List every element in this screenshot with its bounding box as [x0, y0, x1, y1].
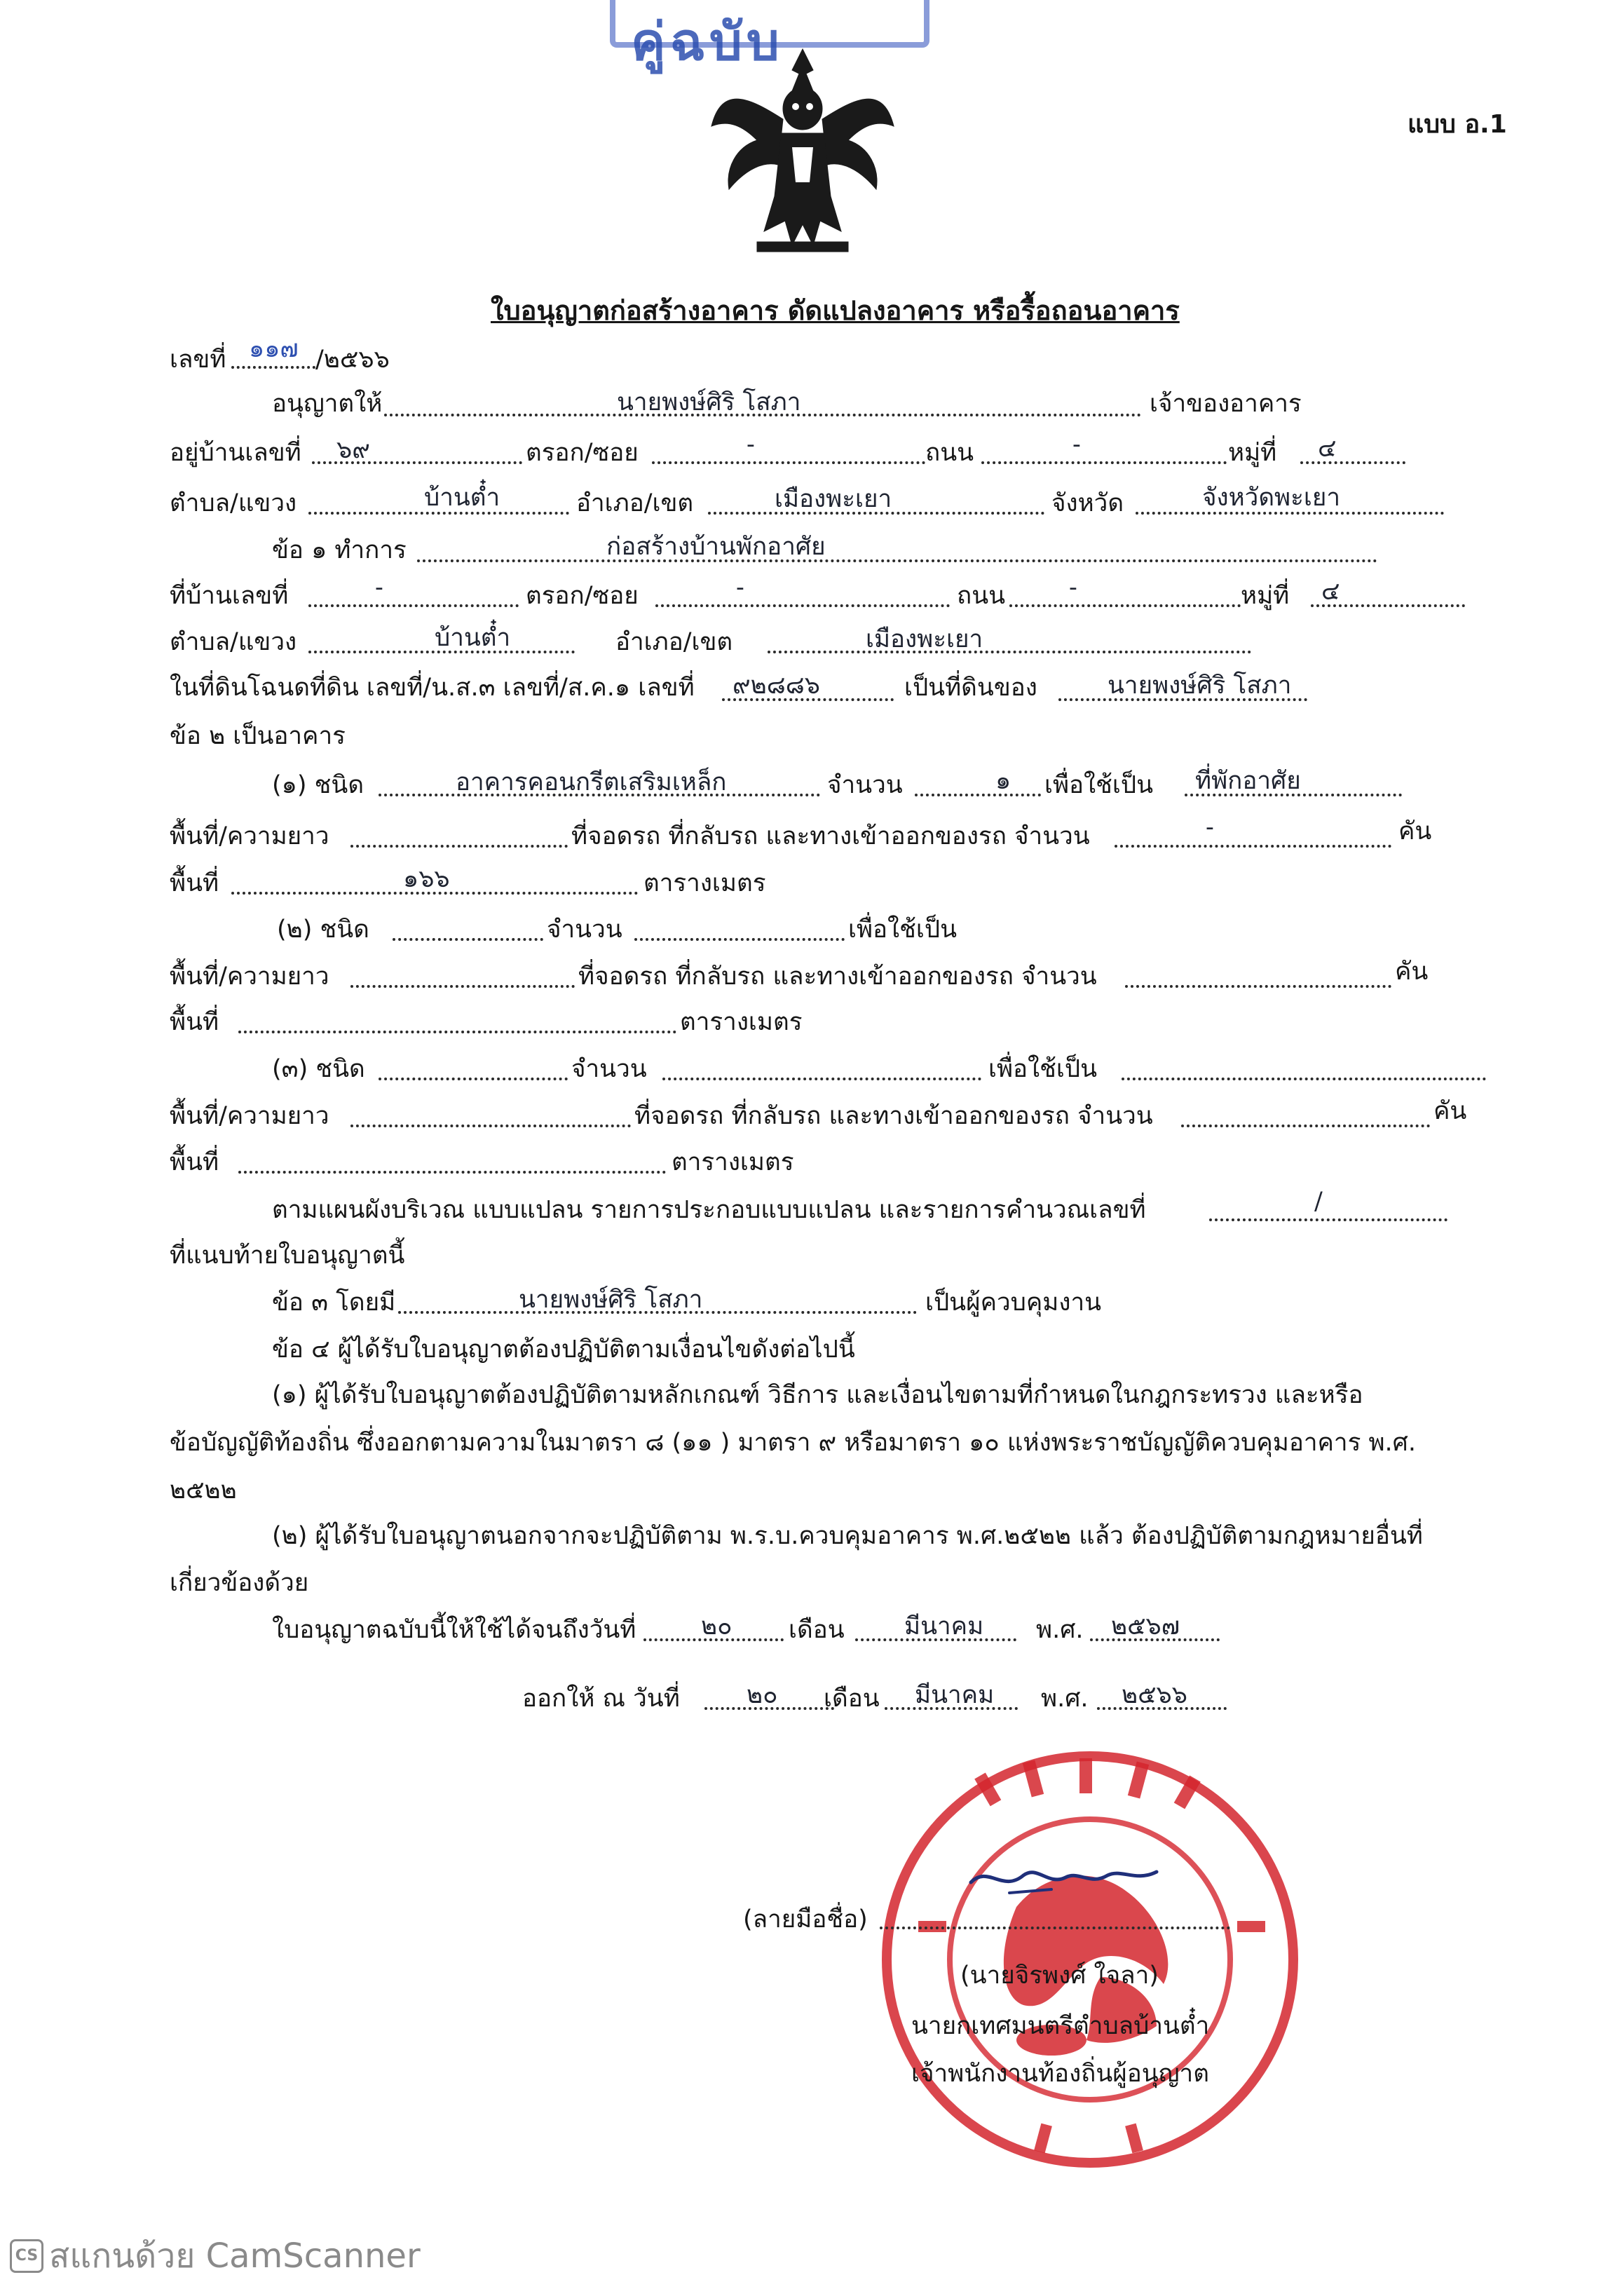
item3-use-line [1122, 1078, 1486, 1080]
item3-count-label: จำนวน [571, 1055, 647, 1083]
clause3-label: ข้อ ๓ โดยมี [272, 1289, 396, 1317]
clause2-label: ข้อ ๒ เป็นอาคาร [170, 722, 346, 750]
clause1-house-no-line [308, 604, 519, 607]
cond2-line1: (๒) ผู้ได้รับใบอนุญาตนอกจากจะปฏิบัติตาม พ.ร.บ.ควบคุมอาคาร พ.ศ.๒๕๒๒ แล้ว ต้องปฏิบัติตามกฎหมายอื่นที่ [272, 1522, 1423, 1550]
land-label: ในที่ดินโฉนดที่ดิน เลขที่/น.ส.๓ เลขที่/ส.ค.๑ เลขที่ [170, 674, 695, 702]
clause1-road-label: ถนน [957, 582, 1006, 610]
issued-label: ออกให้ ณ วันที่ [522, 1685, 680, 1713]
item2-use-label: เพื่อใช้เป็น [848, 916, 958, 944]
cond1-line1: (๑) ผู้ได้รับใบอนุญาตต้องปฏิบัติตามหลักเกณฑ์ วิธีการ และเงื่อนไขตามที่กำหนดในกฎกระทรวง และหรือ [272, 1381, 1363, 1409]
road-label: ถนน [925, 439, 974, 467]
permit-to-label: อนุญาตให้ [272, 390, 383, 418]
clause1-district: เมืองพะเยา [866, 625, 983, 653]
alley-value: - [747, 430, 755, 458]
item1-parking: - [1206, 813, 1214, 841]
item3-area-label: พื้นที่ [170, 1148, 219, 1176]
moo-label: หมู่ที่ [1228, 439, 1277, 467]
signature-line [880, 1927, 1230, 1929]
signer-position-2: เจ้าพนักงานท้องถิ่นผู้อนุญาต [911, 2060, 1209, 2088]
road-line [981, 461, 1227, 464]
item3-use-label: เพื่อใช้เป็น [988, 1055, 1098, 1083]
item2-parking-line [1125, 985, 1391, 988]
district-value: เมืองพะเยา [775, 485, 892, 513]
camscanner-text: สแกนด้วย CamScanner [49, 2236, 421, 2276]
clause1-alley: - [736, 573, 744, 602]
clause1-alley-line [655, 604, 950, 607]
attached-text: ที่แนบท้ายใบอนุญาตนี้ [170, 1242, 405, 1270]
signer-name: (นายจิรพงศ์ ใจลา) [960, 1962, 1159, 1990]
camscanner-watermark [10, 2229, 421, 2283]
camscanner-icon: CS [10, 2239, 43, 2273]
item3-area-len-line [350, 1125, 631, 1127]
permit-number-value: ๑๑๗ [249, 335, 299, 363]
permit-number-label: เลขที่ [170, 346, 226, 374]
item3-area-len-label: พื้นที่/ความยาว [170, 1102, 329, 1130]
item1-count-label: จำนวน [827, 771, 903, 799]
validity-label: ใบอนุญาตฉบับนี้ให้ใช้ได้จนถึงวันที่ [272, 1616, 636, 1644]
clause4-label: ข้อ ๔ ผู้ได้รับใบอนุญาตต้องปฏิบัติตามเงื่อนไขดังต่อไปนี้ [272, 1336, 855, 1364]
signature-label: (ลายมือชื่อ) [743, 1906, 868, 1934]
owner-role: เจ้าของอาคาร [1150, 390, 1302, 418]
item2-unit-car: คัน [1395, 958, 1429, 986]
item2-area-line [238, 1031, 676, 1033]
copy-stamp: คู่ฉบับ [631, 12, 784, 72]
validity-year: ๒๕๖๗ [1111, 1612, 1180, 1641]
validity-year-label: พ.ศ. [1036, 1616, 1084, 1644]
house-no-label: อยู่บ้านเลขที่ [170, 439, 301, 467]
province-value: จังหวัดพะเยา [1202, 484, 1341, 512]
plan-slash: / [1314, 1188, 1323, 1216]
plan-number-line [1209, 1218, 1447, 1221]
item3-count-line [662, 1078, 981, 1080]
item1-unit-car: คัน [1398, 817, 1432, 845]
item1-use-label: เพื่อใช้เป็น [1044, 771, 1154, 799]
item1-area-len-line [350, 845, 568, 848]
clause1-moo: ๔ [1321, 578, 1340, 606]
handwritten-signature [967, 1858, 1164, 1907]
validity-month: มีนาคม [904, 1612, 984, 1641]
item1-unit-sqm: ตารางเมตร [643, 869, 766, 897]
form-code: แบบ อ.1 [1408, 110, 1507, 139]
clause1-district-label: อำเภอ/เขต [615, 628, 733, 656]
item1-area-len-label: พื้นที่/ความยาว [170, 822, 329, 850]
cond1-line3: ๒๕๒๒ [170, 1476, 237, 1504]
item2-no: (๒) ชนิด [277, 916, 369, 944]
item2-count-label: จำนวน [547, 916, 622, 944]
province-label: จังหวัด [1051, 489, 1124, 517]
district-label: อำเภอ/เขต [576, 489, 694, 517]
signer-position-1: นายกเทศมนตรีตำบลบ้านต๋ำ [911, 2012, 1210, 2040]
alley-label: ตรอก/ซอย [526, 439, 639, 467]
clause1-district-line [768, 651, 1251, 653]
validity-day: ๒๐ [701, 1612, 733, 1641]
item3-parking-line [1181, 1125, 1430, 1127]
alley-line [652, 461, 925, 464]
issued-year: ๒๕๖๖ [1122, 1681, 1187, 1709]
clause1-action-line [417, 559, 1377, 562]
validity-month-label: เดือน [789, 1616, 845, 1644]
item1-use: ที่พักอาศัย [1195, 767, 1301, 795]
item3-unit-sqm: ตารางเมตร [672, 1148, 794, 1176]
owner-name: นายพงษ์ศิริ โสภา [617, 388, 801, 416]
item1-parking-label: ที่จอดรถ ที่กลับรถ และทางเข้าออกของรถ จำนวน [571, 822, 1090, 850]
clause1-house-no: - [375, 573, 383, 602]
issued-year-label: พ.ศ. [1041, 1685, 1089, 1713]
item3-no: (๓) ชนิด [272, 1055, 365, 1083]
garuda-emblem [708, 42, 897, 259]
item1-count: ๑ [995, 767, 1011, 795]
clause1-moo-label: หมู่ที่ [1241, 582, 1290, 610]
supervisor-name: นายพงษ์ศิริ โสภา [519, 1286, 703, 1314]
item1-no: (๑) ชนิด [272, 771, 365, 799]
issued-month-label: เดือน [824, 1685, 880, 1713]
land-owner-label: เป็นที่ดินของ [904, 674, 1037, 702]
clause1-road-line [1009, 604, 1241, 607]
item2-type-line [393, 938, 543, 941]
item1-type: อาคารคอนกรีตเสริมเหล็ก [456, 768, 727, 796]
item1-area: ๑๖๖ [403, 865, 450, 893]
item3-unit-car: คัน [1433, 1097, 1467, 1125]
clause1-subdistrict: บ้านต๋ำ [435, 624, 511, 652]
issued-month: มีนาคม [915, 1681, 995, 1709]
cond2-line2: เกี่ยวข้องด้วย [170, 1569, 309, 1597]
item3-area-line [238, 1171, 666, 1174]
subdistrict-label: ตำบล/แขวง [170, 489, 297, 517]
clause1-house-no-label: ที่บ้านเลขที่ [170, 582, 289, 610]
plan-text: ตามแผนผังบริเวณ แบบแปลน รายการประกอบแบบแปลน และรายการคำนวณเลขที่ [272, 1196, 1146, 1224]
item3-type-line [379, 1078, 568, 1080]
permit-number-year: /๒๕๖๖ [315, 346, 390, 374]
clause1-subdistrict-label: ตำบล/แขวง [170, 628, 297, 656]
land-owner: นายพงษ์ศิริ โสภา [1108, 672, 1292, 700]
clause1-label: ข้อ ๑ ทำการ [272, 536, 407, 564]
moo-value: ๔ [1318, 435, 1337, 463]
clause1-action: ก่อสร้างบ้านพักอาศัย [606, 533, 826, 561]
clause1-road: - [1069, 573, 1077, 602]
house-no-value: ๖๙ [336, 436, 370, 464]
item1-count-line [915, 794, 1041, 796]
item2-parking-label: ที่จอดรถ ที่กลับรถ และทางเข้าออกของรถ จำนวน [578, 963, 1097, 991]
cond1-line2: ข้อบัญญัติท้องถิ่น ซึ่งออกตามความในมาตรา ๘ (๑๑ ) มาตรา ๙ หรือมาตรา ๑๐ แห่งพระราชบัญญัติควบคุมอาคาร พ.ศ. [170, 1429, 1417, 1457]
road-value: - [1072, 430, 1081, 458]
moo-line [1300, 461, 1405, 464]
item2-area-label: พื้นที่ [170, 1008, 219, 1036]
item2-count-line [634, 938, 845, 941]
item2-area-len-line [350, 985, 575, 988]
item2-unit-sqm: ตารางเมตร [680, 1008, 803, 1036]
subdistrict-value: บ้านต๋ำ [424, 484, 500, 512]
item3-parking-label: ที่จอดรถ ที่กลับรถ และทางเข้าออกของรถ จำนวน [634, 1102, 1153, 1130]
issued-day: ๒๐ [747, 1681, 778, 1709]
clause1-alley-label: ตรอก/ซอย [526, 582, 639, 610]
item2-area-len-label: พื้นที่/ความยาว [170, 963, 329, 991]
land-no: ๙๒๘๘๖ [733, 672, 820, 700]
item1-parking-line [1115, 845, 1391, 848]
page-title: ใบอนุญาตก่อสร้างอาคาร ดัดแปลงอาคาร หรือรื้อถอนอาคาร [491, 295, 1180, 326]
item1-area-label: พื้นที่ [170, 869, 219, 897]
supervisor-role: เป็นผู้ควบคุมงาน [925, 1289, 1102, 1317]
